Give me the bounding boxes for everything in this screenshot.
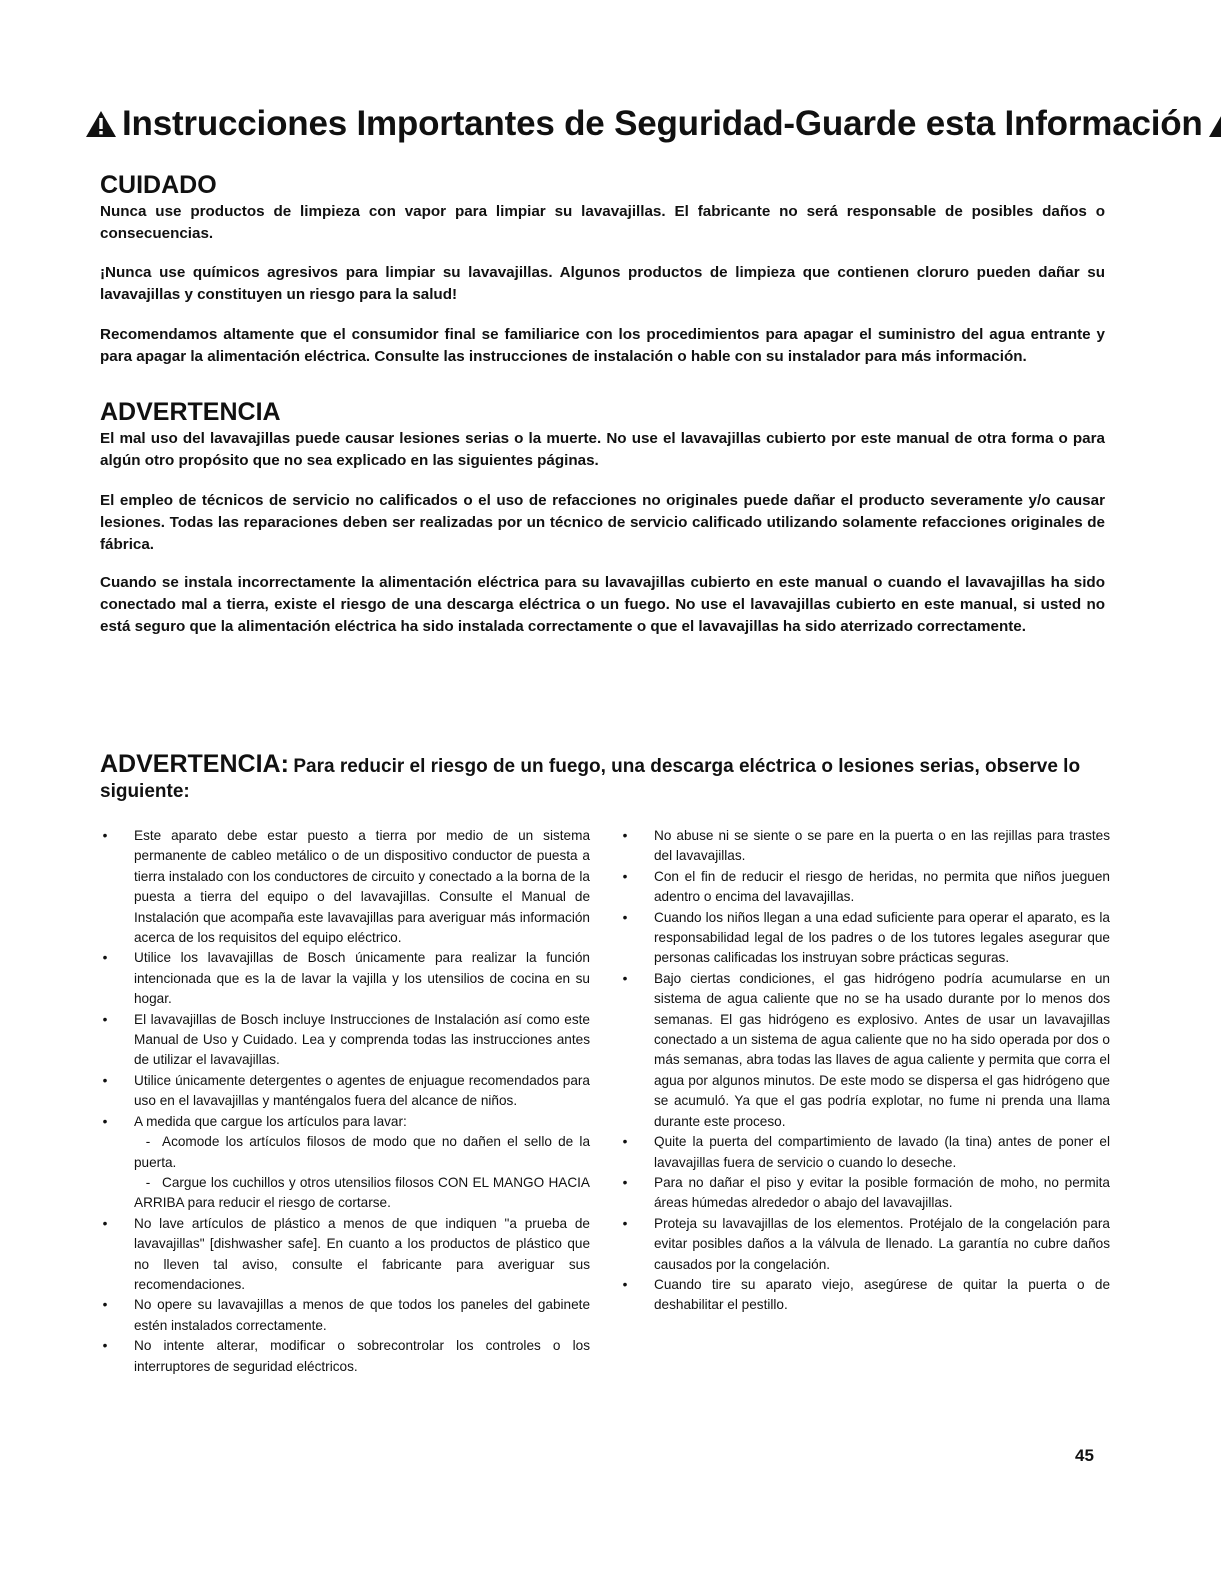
bullet: • xyxy=(622,1174,628,1190)
list-item-text: No intente alterar, modificar o sobrecontrolar los controles o los interruptores de seguridad eléctricos. xyxy=(134,1338,590,1374)
cuidado-heading: CUIDADO xyxy=(100,171,217,199)
list-item-text: No abuse ni se siente o se pare en la puerta o en las rejillas para trastes del lavavajillas. xyxy=(654,828,1110,864)
bullet: • xyxy=(102,1113,108,1129)
list-item-text: Este aparato debe estar puesto a tierra por medio de un sistema permanente de cableo metálico o de un dispositivo conductor de puesta a tierra instalado con los conductores de circuito y conectado a la borna de la puesta a tierra del equipo o del lavavajillas. Consulte el Manual de Instalación que acompaña este lavavajillas para averiguar más información acerca de los requisitos del equipo eléctrico. xyxy=(134,828,590,946)
bullet: • xyxy=(102,950,108,966)
cuidado-paragraph-1: Nunca use productos de limpieza con vapor para limpiar su lavavajillas. El fabricante no será responsable de posibles daños o consecuencias. xyxy=(100,203,1105,242)
list-item xyxy=(620,1132,1110,1173)
sub-list-item xyxy=(100,1173,590,1214)
list-item xyxy=(620,826,1110,867)
list-item xyxy=(620,1214,1110,1275)
advertencia-intro xyxy=(100,752,1100,805)
list-item xyxy=(100,948,590,1009)
sub-list-item-text: Acomode los artículos filosos de modo que no dañen el sello de la puerta. xyxy=(134,1134,590,1170)
warning-triangle-icon xyxy=(84,109,118,139)
list-item-text: Cuando los niños llegan a una edad suficiente para operar el aparato, es la responsabilidad legal de los padres o de los tutores legales asegurar que personas calificadas los instruyan sobre prácticas seguras. xyxy=(654,909,1110,966)
advertencia-intro-text: Para reducir el riesgo de un fuego, una descarga eléctrica o lesiones serias, observe lo siguiente: xyxy=(100,756,1081,802)
left-bullet-list xyxy=(100,826,590,1377)
bullet: • xyxy=(102,1072,108,1088)
list-item xyxy=(100,1214,590,1296)
page-title-text: Instrucciones Importantes de Seguridad-Guarde esta Información xyxy=(122,104,1203,143)
bullet: • xyxy=(622,828,628,843)
list-item xyxy=(620,908,1110,969)
cuidado-paragraph-3: Recomendamos altamente que el consumidor final se familiarice con los procedimientos para apagar el suministro del agua entrante y para apagar la alimentación eléctrica. Consulte las instrucciones de instalación o hable con su instalador para más información. xyxy=(100,326,1105,365)
list-item xyxy=(620,867,1110,908)
sub-list-item xyxy=(100,1132,590,1173)
cuidado-paragraph-2: ¡Nunca use químicos agresivos para limpiar su lavavajillas. Algunos productos de limpieza que contienen cloruro pueden dañar su lavavajillas y constituyen un riesgo para la salud! xyxy=(100,264,1105,303)
warning-triangle-icon xyxy=(1207,109,1221,139)
list-item xyxy=(620,969,1110,1132)
bullet: • xyxy=(622,1215,628,1231)
list-item-text: Cuando tire su aparato viejo, asegúrese de quitar la puerta o de deshabilitar el pestillo. xyxy=(654,1276,1110,1313)
list-item xyxy=(620,1173,1110,1214)
bullet: • xyxy=(622,909,628,925)
bullet: • xyxy=(102,1011,108,1027)
advertencia-paragraph-3: Cuando se instala incorrectamente la alimentación eléctrica para su lavavajillas cubierto en este manual o cuando el lavavajillas ha sido conectado mal a tierra, existe el riesgo de una descarga eléctrica o un fuego. No use el lavavajillas cubierto en este manual, si usted no está seguro que la alimentación eléctrica ha sido instalada correctamente o que el lavavajillas ha sido aterrizado correctamente. xyxy=(100,574,1105,635)
dash: - xyxy=(145,1174,151,1190)
list-item-text: Quite la puerta del compartimiento de lavado (la tina) antes de poner el lavavajillas fuera de servicio o cuando lo deseche. xyxy=(654,1134,1110,1170)
right-bullet-list xyxy=(620,826,1110,1316)
list-item xyxy=(100,1336,590,1377)
list-item-text: Con el fin de reducir el riesgo de heridas, no permita que niños jueguen adentro o encima del lavavajillas. xyxy=(654,868,1110,905)
list-item xyxy=(100,1112,590,1132)
advertencia-heading: ADVERTENCIA xyxy=(100,398,281,426)
bullet: • xyxy=(102,1338,108,1354)
list-item-text: No opere su lavavajillas a menos de que todos los paneles del gabinete estén instalados correctamente. xyxy=(134,1297,590,1333)
advertencia-intro-heading: ADVERTENCIA: xyxy=(100,750,289,778)
list-item-text: Utilice únicamente detergentes o agentes de enjuague recomendados para uso en el lavavajillas y manténgalos fuera del alcance de niños. xyxy=(134,1072,590,1109)
bullet: • xyxy=(102,828,108,843)
list-item xyxy=(100,826,590,948)
dash: - xyxy=(145,1134,151,1150)
page-title xyxy=(84,104,1203,144)
list-item-text: A medida que cargue los artículos para lavar: xyxy=(134,1113,407,1129)
page-number: 45 xyxy=(1075,1446,1094,1465)
bullet: • xyxy=(622,1134,628,1150)
list-item xyxy=(620,1275,1110,1316)
bullet: • xyxy=(622,970,628,986)
list-item-text: Para no dañar el piso y evitar la posible formación de moho, no permita áreas húmedas alrededor o abajo del lavavajillas. xyxy=(654,1174,1110,1211)
advertencia-paragraph-1: El mal uso del lavavajillas puede causar lesiones serias o la muerte. No use el lavavajillas cubierto por este manual de otra forma o para algún otro propósito que no sea explicado en las siguientes páginas. xyxy=(100,430,1105,469)
list-item xyxy=(100,1071,590,1112)
bullet: • xyxy=(622,868,628,884)
list-item-text: Proteja su lavavajillas de los elementos. Protéjalo de la congelación para evitar posibles daños a la válvula de llenado. La garantía no cubre daños causados por la congelación. xyxy=(654,1215,1110,1272)
list-item xyxy=(100,1010,590,1071)
bullet: • xyxy=(622,1276,628,1292)
advertencia-paragraph-2: El empleo de técnicos de servicio no calificados o el uso de refacciones no originales puede dañar el producto severamente y/o causar lesiones. Todas las reparaciones deben ser realizadas por un técnico de servicio calificado utilizando solamente refacciones originales de fábrica. xyxy=(100,492,1105,553)
list-item-text: El lavavajillas de Bosch incluye Instrucciones de Instalación así como este Manual de Uso y Cuidado. Lea y comprenda todas las instrucciones antes de utilizar el lavavajillas. xyxy=(134,1011,590,1068)
list-item xyxy=(100,1295,590,1336)
list-item-text: Utilice los lavavajillas de Bosch únicamente para realizar la función intencionada que es la de lavar la vajilla y los utensilios de cocina en su hogar. xyxy=(134,950,590,1007)
list-item-text: Bajo ciertas condiciones, el gas hidrógeno podría acumularse en un sistema de agua caliente que no se ha usado durante por lo menos dos semanas. El gas hidrógeno es explosivo. Antes de usar un lavavajillas conectado a un sistema de agua caliente que no ha sido operada por dos o más semanas, abra todas las llaves de agua caliente y permita que corra el agua por algunos minutos. De este modo se dispersa el gas hidrógeno que se acumuló. Ya que el gas podría explotar, no fume ni prenda una llama durante este proceso. xyxy=(654,970,1110,1129)
sub-list-item-text: Cargue los cuchillos y otros utensilios filosos CON EL MANGO HACIA ARRIBA para reducir el riesgo de cortarse. xyxy=(134,1174,590,1211)
list-item-text: No lave artículos de plástico a menos de que indiquen "a prueba de lavavajillas" [dishwasher safe]. En cuanto a los productos de plástico que no lleven tal aviso, consulte el fabricante para averiguar sus recomendaciones. xyxy=(134,1215,590,1292)
bullet: • xyxy=(102,1297,108,1313)
bullet: • xyxy=(102,1215,108,1231)
